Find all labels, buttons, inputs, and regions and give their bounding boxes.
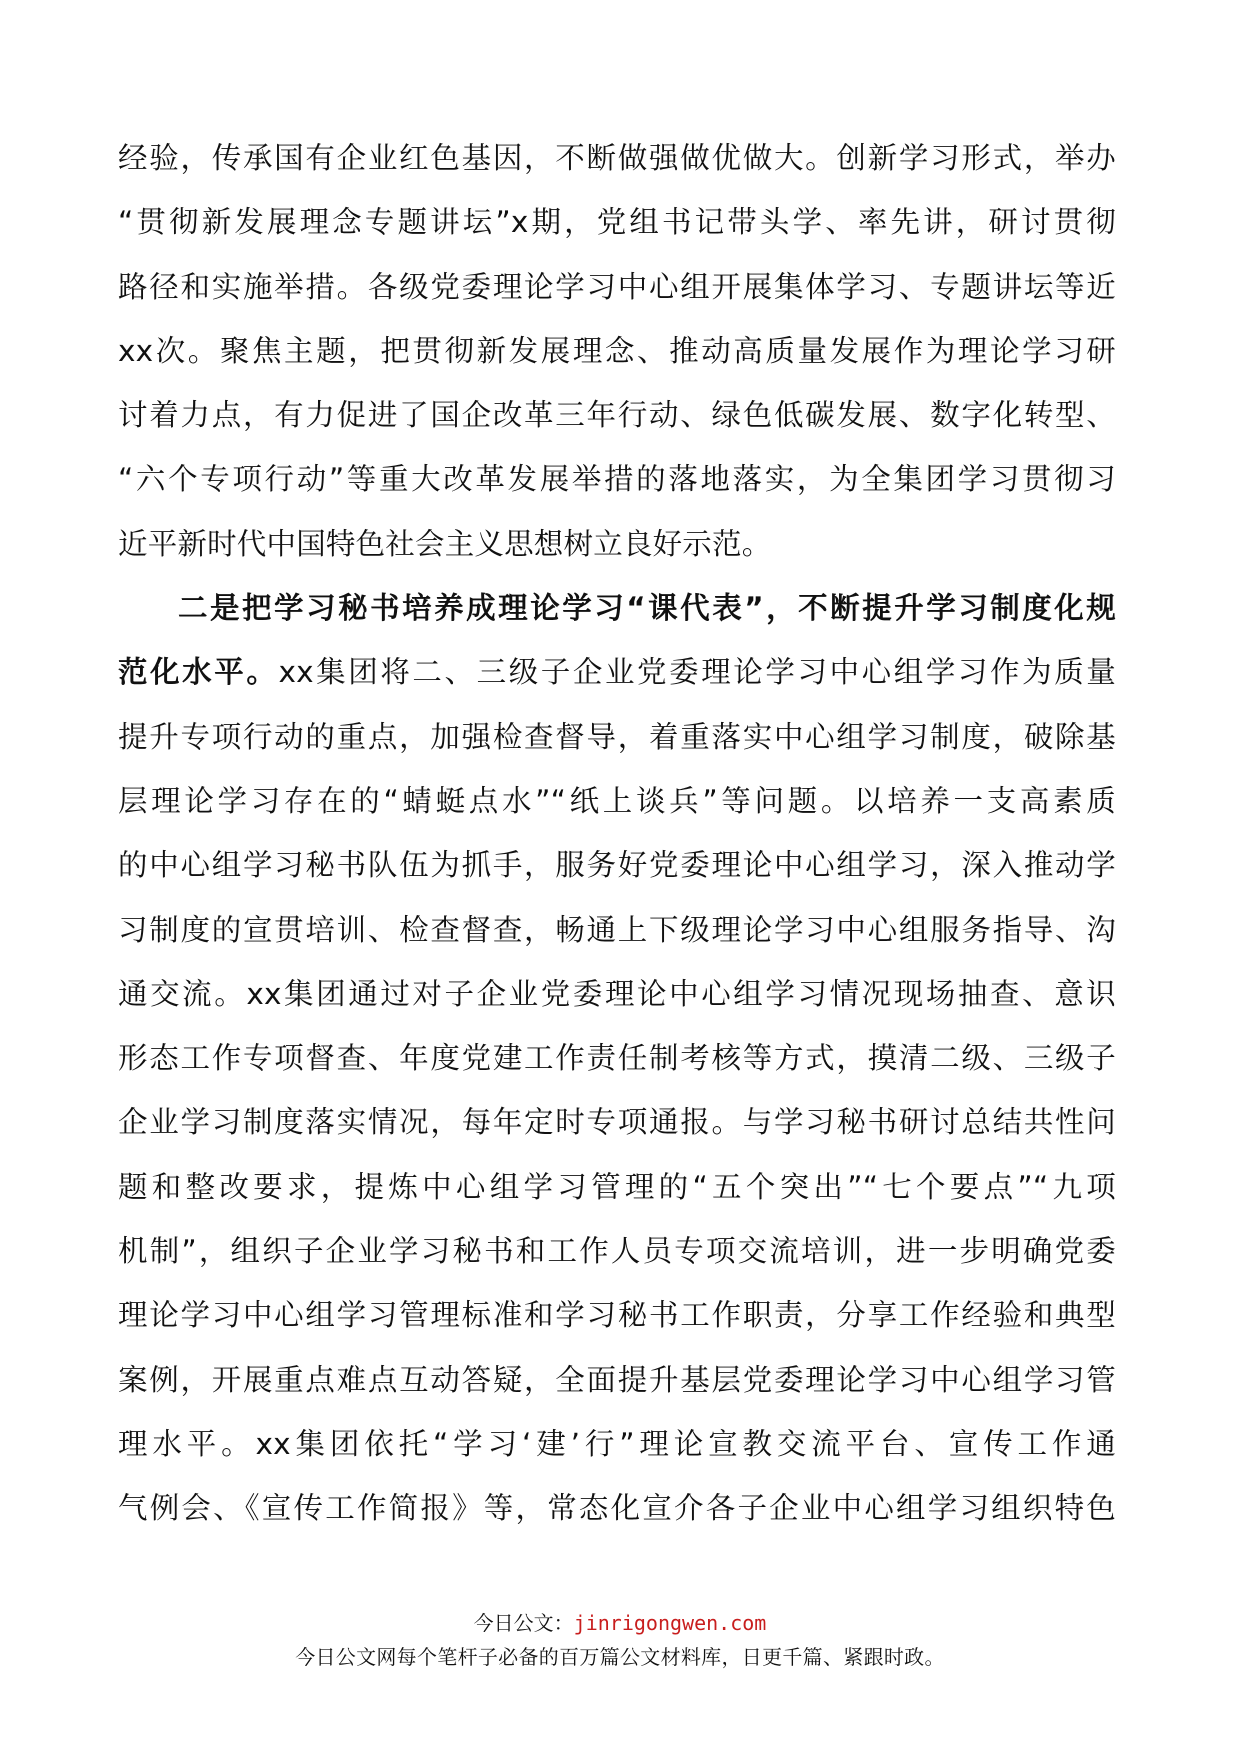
body-text: xx集团将二、三级子企业党委理论学习中心组学习作为质量 <box>278 655 1116 690</box>
body-line: 通交流。xx集团通过对子企业党委理论中心组学习情况现场抽查、意识 <box>118 976 1116 1011</box>
footer-tagline: 今日公文网每个笔杆子必备的百万篇公文材料库，日更千篇、紧跟时政。 <box>295 1645 945 1669</box>
body-line: 案例，开展重点难点互动答疑，全面提升基层党委理论学习中心组学习管 <box>118 1362 1116 1397</box>
body-line: 机制”，组织子企业学习秘书和工作人员专项交流培训，进一步明确党委 <box>118 1234 1116 1269</box>
body-line: “贯彻新发展理念专题讲坛”x期，党组书记带头学、率先讲，研讨贯彻 <box>118 205 1116 240</box>
section-heading-continuation <box>118 640 1116 704</box>
body-line: xx次。聚焦主题，把贯彻新发展理念、推动高质量发展作为理论学习研 <box>118 333 1116 368</box>
body-line: “六个专项行动”等重大改革发展举措的落地落实，为全集团学习贯彻习 <box>118 462 1116 497</box>
document-body <box>118 126 1116 1541</box>
footer-site-link[interactable]: jinrigongwen.com <box>573 1611 767 1635</box>
footer-source <box>0 1607 1240 1636</box>
body-line: 路径和实施举措。各级党委理论学习中心组开展集体学习、专题讲坛等近 <box>118 269 1116 304</box>
body-line: 的中心组学习秘书队伍为抓手，服务好党委理论中心组学习，深入推动学 <box>118 848 1116 883</box>
body-line: 近平新时代中国特色社会主义思想树立良好示范。 <box>118 526 772 561</box>
body-line: 讨着力点，有力促进了国企改革三年行动、绿色低碳发展、数字化转型、 <box>118 398 1116 433</box>
body-line: 经验，传承国有企业红色基因，不断做强做优做大。创新学习形式，举办 <box>118 141 1116 175</box>
body-line: 题和整改要求，提炼中心组学习管理的“五个突出”“七个要点”“九项 <box>118 1169 1116 1204</box>
body-line: 气例会、《宣传工作简报》等，常态化宣介各子企业中心组学习组织特色 <box>118 1491 1116 1526</box>
section-heading: 二是把学习秘书培养成理论学习“课代表”，不断提升学习制度化规 <box>178 591 1116 626</box>
section-heading-end: 范化水平。 <box>118 655 279 690</box>
footer-site-label: 今日公文： <box>473 1611 574 1635</box>
body-line: 理论学习中心组学习管理标准和学习秘书工作职责，分享工作经验和典型 <box>118 1298 1116 1333</box>
body-line: 习制度的宣贯培训、检查督查，畅通上下级理论学习中心组服务指导、沟 <box>118 912 1116 947</box>
body-line: 企业学习制度落实情况，每年定时专项通报。与学习秘书研讨总结共性问 <box>118 1105 1116 1140</box>
body-line: 提升专项行动的重点，加强检查督导，着重落实中心组学习制度，破除基 <box>118 719 1116 754</box>
body-line: 形态工作专项督查、年度党建工作责任制考核等方式，摸清二级、三级子 <box>118 1041 1116 1076</box>
body-line: 层理论学习存在的“蜻蜓点水”“纸上谈兵”等问题。以培养一支高素质 <box>118 783 1116 818</box>
body-line: 理水平。xx集团依托“学习‘建’行”理论宣教交流平台、宣传工作通 <box>118 1426 1116 1461</box>
